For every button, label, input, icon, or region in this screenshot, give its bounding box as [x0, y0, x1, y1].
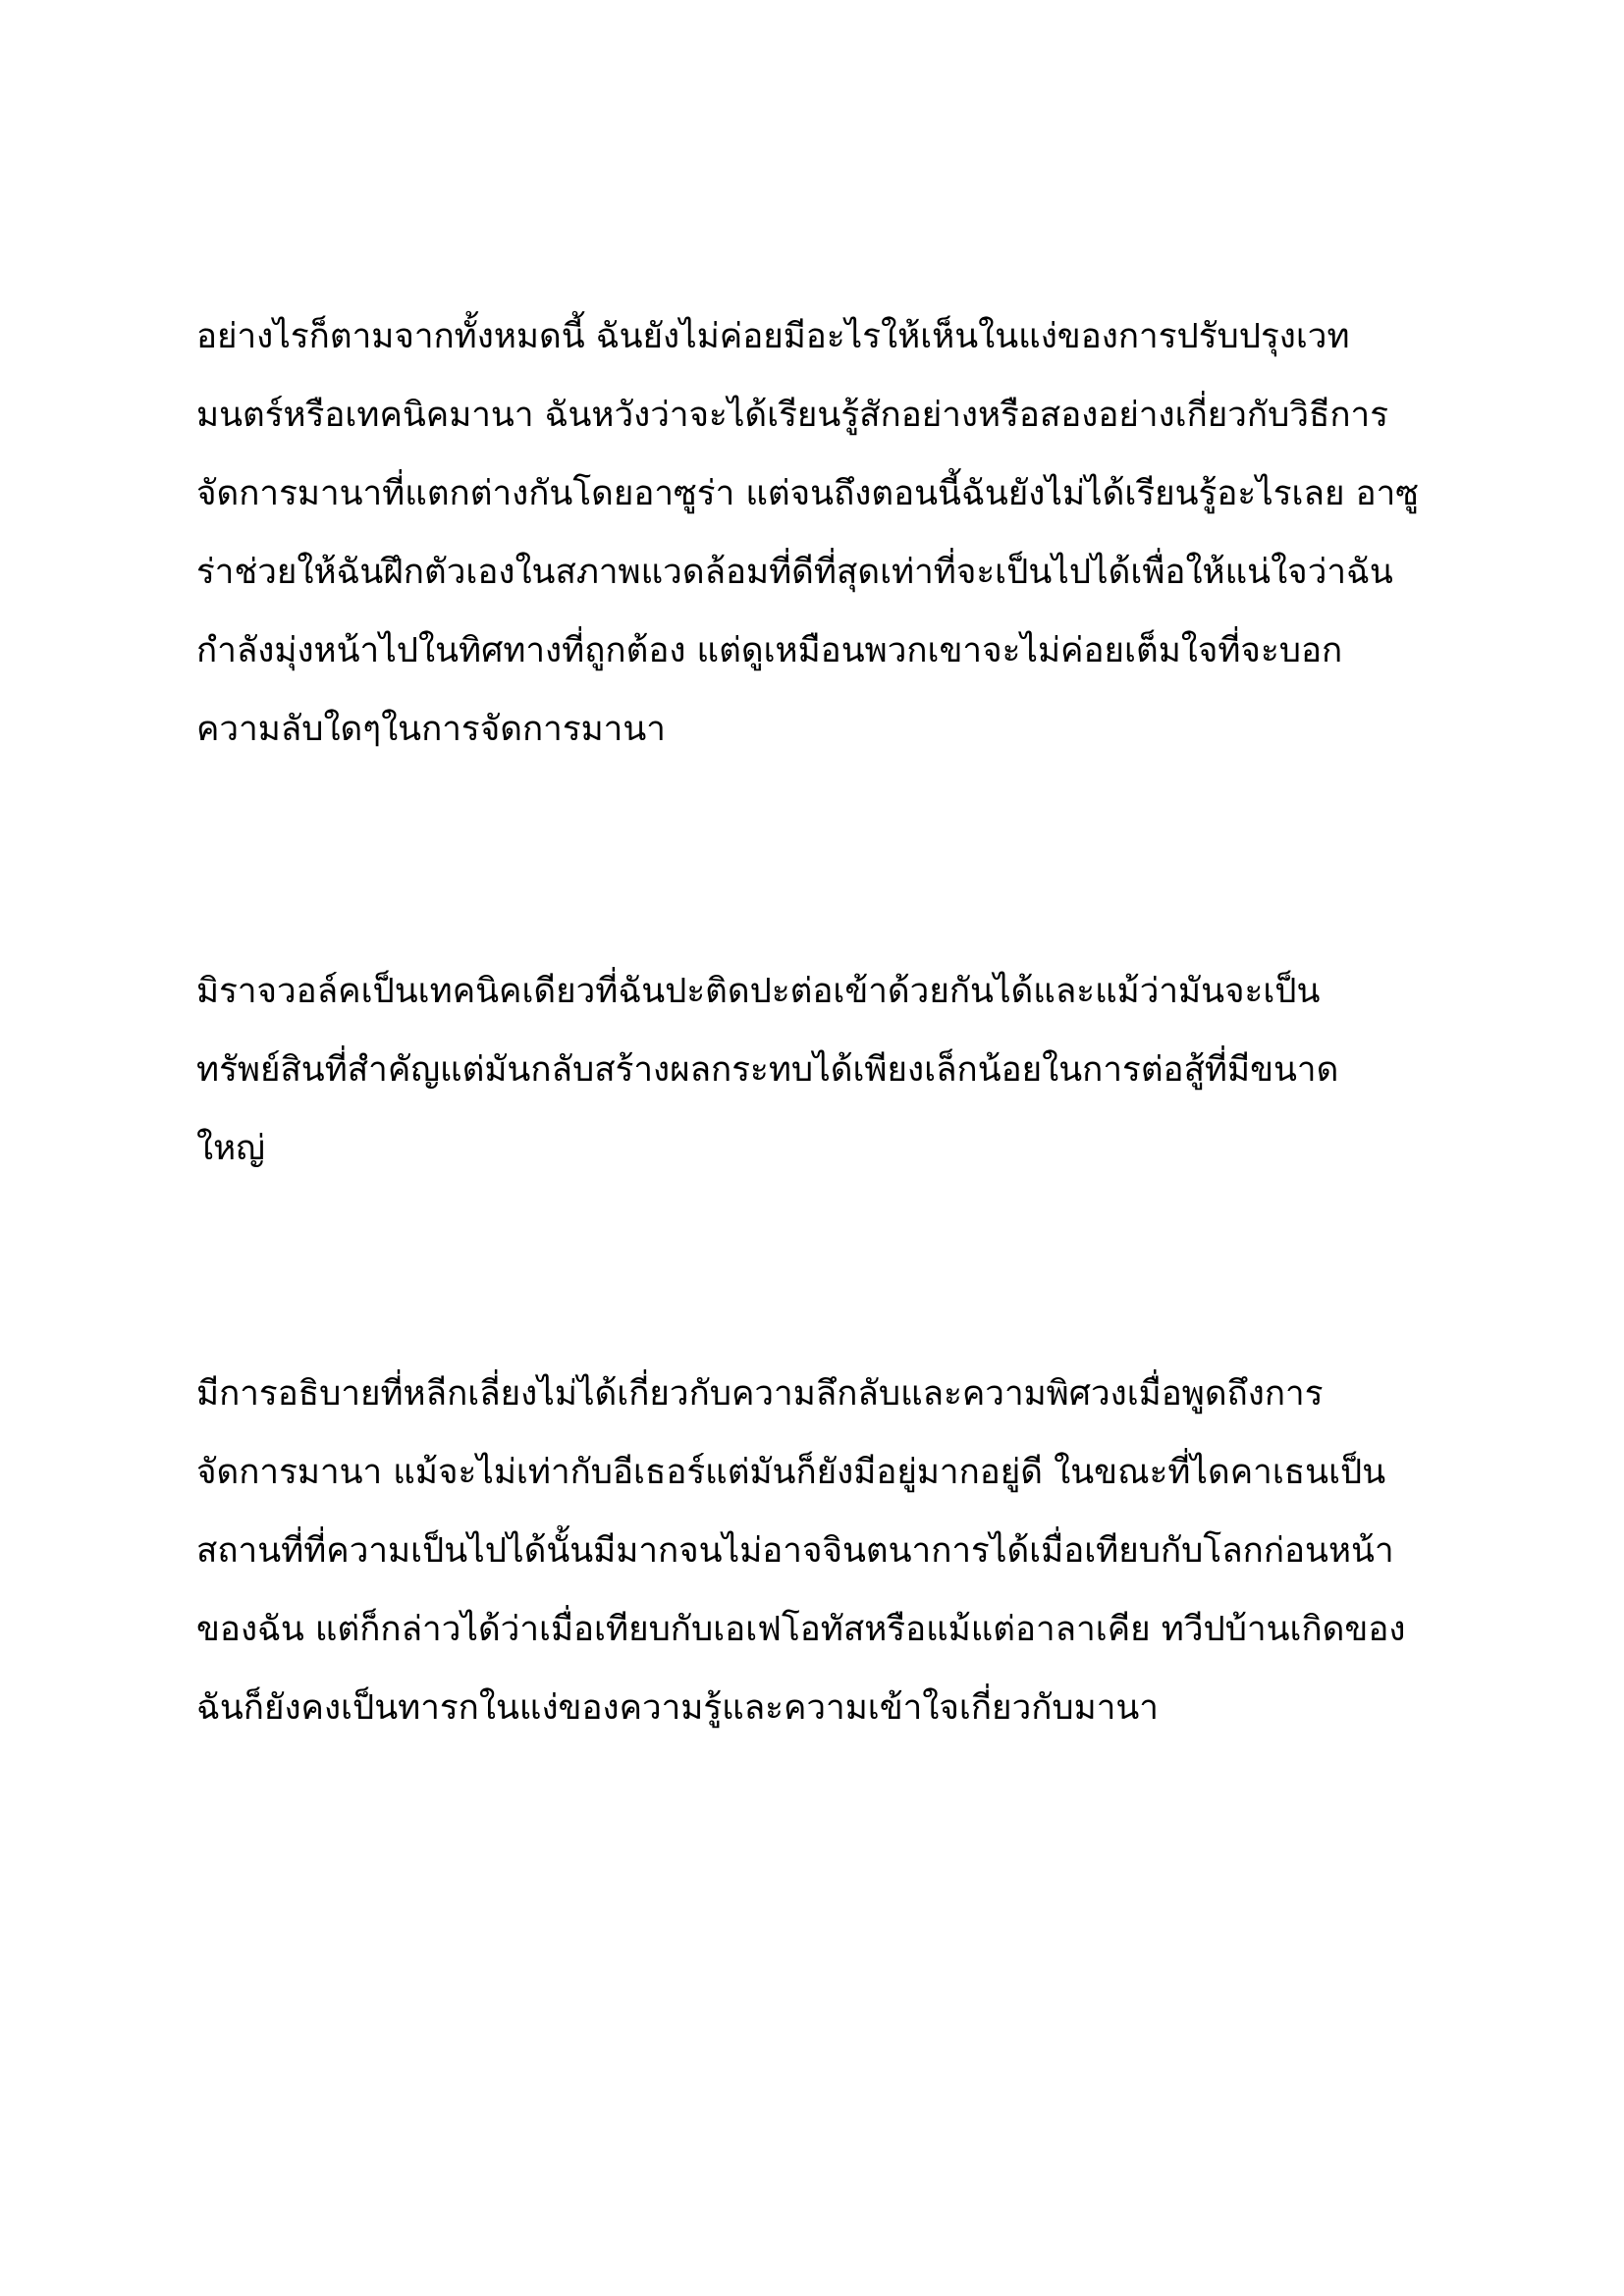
paragraph-line: มีการอธิบายที่หลีกเลี่ยงไม่ได้เกี่ยวกับความลึกลับและความพิศวงเมื่อพูดถึงการ — [196, 1374, 1324, 1414]
paragraph-line: กำลังมุ่งหน้าไปในทิศทางที่ถูกต้อง แต่ดูเหมือนพวกเขาจะไม่ค่อยเต็มใจที่จะบอก — [196, 631, 1343, 670]
paragraph-line: มนตร์หรือเทคนิคมานา ฉันหวังว่าจะได้เรียนรู้สักอย่างหรือสองอย่างเกี่ยวกับวิธีการ — [196, 396, 1388, 435]
paragraph-line: ร่าช่วยให้ฉันฝึกตัวเองในสภาพแวดล้อมที่ดีที่สุดเท่าที่จะเป็นไปได้เพื่อให้แน่ใจว่าฉัน — [196, 553, 1393, 592]
paragraph-3 — [196, 1355, 1434, 1747]
paragraph-1 — [196, 297, 1434, 769]
paragraph-line: อย่างไรก็ตามจากทั้งหมดนี้ ฉันยังไม่ค่อยมีอะไรให้เห็นในแง่ของการปรับปรุงเวท — [196, 317, 1350, 356]
paragraph-line: ความลับใดๆในการจัดการมานา — [196, 710, 666, 749]
paragraph-line: มิราจวอล์คเป็นเทคนิคเดียวที่ฉันปะติดปะต่อเข้าด้วยกันได้และแม้ว่ามันจะเป็น — [196, 972, 1321, 1011]
paragraph-2 — [196, 952, 1434, 1188]
paragraph-line: จัดการมานาที่แตกต่างกันโดยอาซูร่า แต่จนถึงตอนนี้ฉันยังไม่ได้เรียนรู้อะไรเลย อาซู — [196, 474, 1420, 513]
paragraph-line: ทรัพย์สินที่สำคัญแต่มันกลับสร้างผลกระทบได้เพียงเล็กน้อยในการต่อสู้ที่มีขนาด — [196, 1050, 1339, 1090]
paragraph-line: ฉันก็ยังคงเป็นทารกในแง่ของความรู้และความเข้าใจเกี่ยวกับมานา — [196, 1688, 1159, 1728]
paragraph-line: จัดการมานา แม้จะไม่เท่ากับอีเธอร์แต่มันก็ยังมีอยู่มากอยู่ดี ในขณะที่ไดคาเธนเป็น — [196, 1453, 1386, 1492]
paragraph-line: ของฉัน แต่ก็กล่าวได้ว่าเมื่อเทียบกับเอเฟโอทัสหรือแม้แต่อาลาเคีย ทวีปบ้านเกิดของ — [196, 1610, 1406, 1649]
paragraph-line: สถานที่ที่ความเป็นไปได้นั้นมีมากจนไม่อาจจินตนาการได้เมื่อเทียบกับโลกก่อนหน้า — [196, 1531, 1394, 1571]
paragraph-line: ใหญ่ — [196, 1129, 265, 1168]
